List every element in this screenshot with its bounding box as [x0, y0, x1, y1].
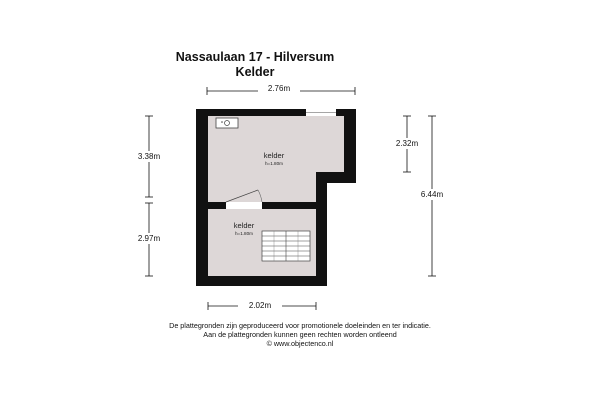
disclaimer-line-1: De plattegronden zijn geproduceerd voor promotionele doeleinden en ter indicatie.: [169, 321, 431, 330]
dimension-label-left-upper: 3.38m: [137, 152, 161, 161]
room-label-lower: kelder: [233, 221, 255, 230]
dimension-label-right-total: 6.44m: [420, 190, 444, 199]
copyright-link[interactable]: © www.objectenco.nl: [266, 339, 334, 348]
room-height-upper: h=1.80m: [264, 161, 284, 166]
dimension-label-top: 2.76m: [267, 84, 291, 93]
dimension-label-right-upper: 2.32m: [395, 139, 419, 148]
room-label-upper: kelder: [263, 151, 285, 160]
sink-icon: [216, 118, 238, 128]
stairs-icon: [262, 231, 310, 261]
disclaimer-line-2: Aan de plattegronden kunnen geen rechten worden ontleend: [203, 330, 397, 339]
interior-wall-right: [262, 202, 316, 209]
floor-name: Kelder: [235, 65, 275, 79]
plan-title: Nassaulaan 17 - Hilversum: [175, 50, 335, 64]
interior-wall-left: [208, 202, 226, 209]
dimension-label-left-lower: 2.97m: [137, 234, 161, 243]
dimension-label-bottom: 2.02m: [248, 301, 272, 310]
room-height-lower: h=1.80m: [234, 231, 254, 236]
